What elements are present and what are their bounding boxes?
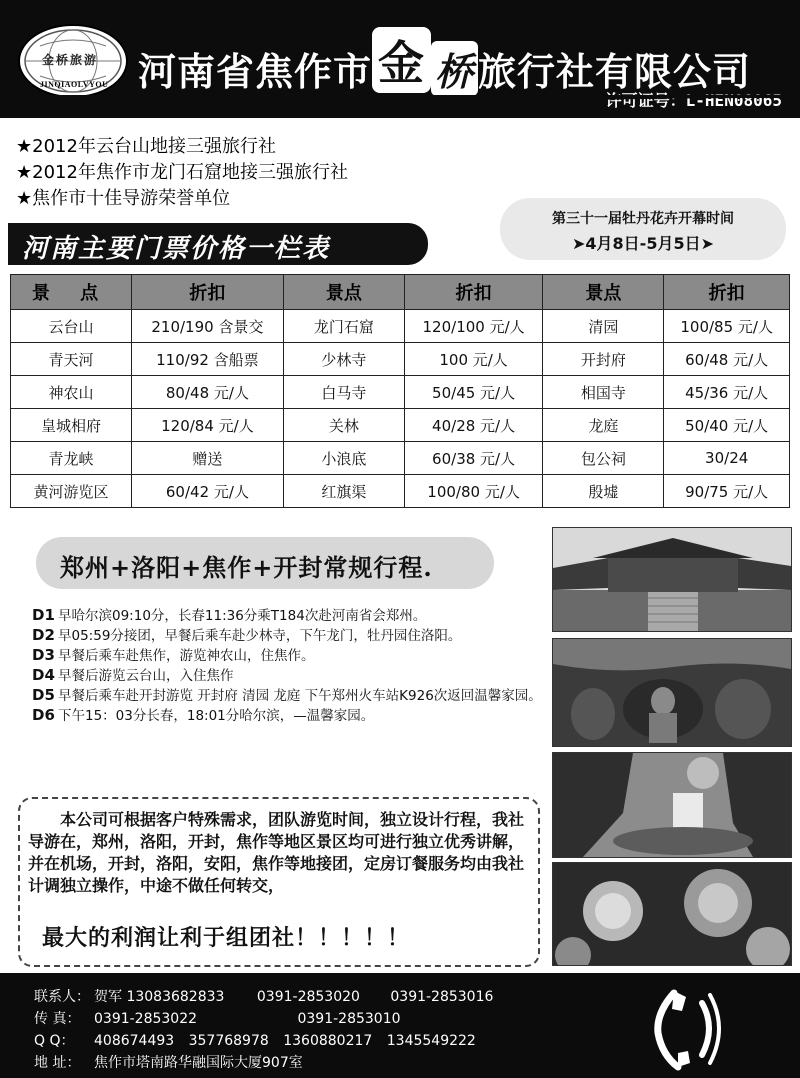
discount-cell: 45/36 元/人 — [664, 376, 790, 409]
column-header-place: 景点 — [543, 275, 664, 310]
service-notice-text: 本公司可根据客户特殊需求，团队游览时间，独立设计行程，我社导游在，郑州，洛阳，开封，焦作等地区景区均可进行独立优秀讲解，并在机场，开封，洛阳，安阳，焦作等地接团，定房订餐服务均由我社计调独立操作，中途不做任何转交， — [28, 810, 525, 895]
table-row — [11, 376, 790, 409]
service-notice-box — [18, 797, 540, 967]
company-name-suffix: 旅行社有限公司 — [478, 50, 752, 94]
qq-value: 408674493 357768978 1360880217 1345549222 — [94, 1033, 476, 1049]
ticket-price-banner — [8, 223, 428, 265]
company-name-qiao: 桥 — [431, 41, 478, 96]
company-name-prefix: 河南省焦作市 — [138, 50, 373, 94]
discount-cell: 100/85 元/人 — [664, 310, 790, 343]
place-cell: 神农山 — [11, 376, 132, 409]
itinerary-item — [32, 626, 542, 646]
discount-cell: 100/80 元/人 — [404, 475, 542, 508]
qq-label: Q Q： — [34, 1033, 75, 1049]
discount-cell: 210/190 含景交 — [132, 310, 284, 343]
place-cell: 开封府 — [543, 343, 664, 376]
column-header-place: 景点 — [283, 275, 404, 310]
discount-cell: 90/75 元/人 — [664, 475, 790, 508]
place-cell: 红旗渠 — [283, 475, 404, 508]
itinerary-day: D1 — [32, 606, 55, 624]
honor-item: ★焦作市十佳导游荣誉单位 — [16, 188, 231, 209]
itinerary-text: 下午15：03分长春，18:01分哈尔滨，—温馨家园。 — [58, 708, 375, 724]
route-banner — [36, 537, 494, 589]
column-header-place: 景 点 — [11, 275, 132, 310]
fax-value: 0391-2853022 — [94, 1011, 198, 1027]
fax-value-2: 0391-2853010 — [297, 1011, 401, 1027]
company-name-jin: 金 — [372, 27, 431, 93]
itinerary-day: D3 — [32, 646, 55, 664]
itinerary-item — [32, 666, 542, 686]
contact-row — [34, 986, 493, 1006]
itinerary-text: 早餐后游览云台山，入住焦作 — [58, 668, 234, 684]
table-row — [11, 475, 790, 508]
phone-icon — [644, 983, 734, 1073]
discount-cell: 60/38 元/人 — [404, 442, 542, 475]
table-row — [11, 310, 790, 343]
table-header-row — [11, 275, 790, 310]
itinerary-day: D4 — [32, 666, 55, 684]
slogan: 最大的利润让利于组团社！！！！！ — [42, 925, 411, 951]
peony-festival-title: 第三十一届牡丹花卉开幕时间 — [552, 211, 734, 227]
peony-photo — [552, 862, 792, 966]
honors-list — [16, 134, 348, 212]
itinerary-item — [32, 686, 542, 706]
place-cell: 包公祠 — [543, 442, 664, 475]
discount-cell: 赠送 — [132, 442, 284, 475]
place-cell: 龙门石窟 — [283, 310, 404, 343]
place-cell: 黄河游览区 — [11, 475, 132, 508]
itinerary-text: 早05:59分接团，早餐后乘车赴少林寺，下午龙门，牡丹园住洛阳。 — [58, 628, 462, 644]
logo-english-text: JINQIAOLVYOU — [40, 80, 109, 89]
place-cell: 皇城相府 — [11, 409, 132, 442]
company-logo — [18, 24, 128, 98]
column-header-discount: 折扣 — [404, 275, 542, 310]
license-number: 许可证号：L-HEN08065 — [605, 91, 782, 110]
place-cell: 关林 — [283, 409, 404, 442]
place-cell: 龙庭 — [543, 409, 664, 442]
place-cell: 青天河 — [11, 343, 132, 376]
place-cell: 白马寺 — [283, 376, 404, 409]
fax-label: 传 真： — [34, 1011, 81, 1027]
itinerary-day: D5 — [32, 686, 55, 704]
honor-item: ★2012年焦作市龙门石窟地接三强旅行社 — [16, 162, 348, 183]
peony-festival-box — [500, 198, 786, 260]
itinerary-list — [32, 606, 542, 726]
place-cell: 云台山 — [11, 310, 132, 343]
itinerary-day: D2 — [32, 626, 55, 644]
grottoes-photo — [552, 638, 792, 747]
discount-cell: 80/48 元/人 — [132, 376, 284, 409]
discount-cell: 50/45 元/人 — [404, 376, 542, 409]
peony-festival-dates: ➤4月8日-5月5日➤ — [572, 234, 714, 253]
address-label: 地 址： — [34, 1055, 81, 1071]
itinerary-text: 早餐后乘车赴开封游览 开封府 清园 龙庭 下午郑州火车站K926次返回温馨家园。 — [58, 688, 542, 704]
ticket-price-table — [10, 274, 790, 508]
itinerary-day: D6 — [32, 706, 55, 724]
itinerary-item — [32, 706, 542, 726]
logo-chinese-text: 金桥旅游 — [42, 53, 99, 67]
footer-band — [0, 973, 800, 1078]
place-cell: 殷墟 — [543, 475, 664, 508]
address-value: 焦作市塔南路华融国际大厦907室 — [94, 1055, 303, 1071]
address-row — [34, 1052, 303, 1072]
discount-cell: 50/40 元/人 — [664, 409, 790, 442]
discount-cell: 30/24 — [664, 442, 790, 475]
route-title: 郑州+洛阳+焦作+开封常规行程. — [60, 553, 433, 582]
discount-cell: 100 元/人 — [404, 343, 542, 376]
table-row — [11, 442, 790, 475]
contact-label: 联系人： — [34, 989, 90, 1005]
discount-cell: 60/48 元/人 — [664, 343, 790, 376]
column-header-discount: 折扣 — [664, 275, 790, 310]
fax-row — [34, 1008, 401, 1028]
place-cell: 少林寺 — [283, 343, 404, 376]
place-cell: 小浪底 — [283, 442, 404, 475]
discount-cell: 120/84 元/人 — [132, 409, 284, 442]
place-cell: 青龙峡 — [11, 442, 132, 475]
honor-item: ★2012年云台山地接三强旅行社 — [16, 136, 276, 157]
qq-row — [34, 1030, 476, 1050]
itinerary-item — [32, 646, 542, 666]
discount-cell: 60/42 元/人 — [132, 475, 284, 508]
itinerary-text: 早哈尔滨09:10分，长春11:36分乘T184次赴河南省会郑州。 — [58, 608, 427, 624]
contact-phone-2: 0391-2853016 — [390, 989, 494, 1005]
temple-photo — [552, 527, 792, 632]
place-cell: 相国寺 — [543, 376, 664, 409]
contact-value: 贺军 13083682833 — [94, 989, 225, 1005]
itinerary-item — [32, 606, 542, 626]
column-header-discount: 折扣 — [132, 275, 284, 310]
place-cell: 清园 — [543, 310, 664, 343]
waterfall-photo — [552, 752, 792, 858]
itinerary-text: 早餐后乘车赴焦作，游览神农山，住焦作。 — [58, 648, 315, 664]
discount-cell: 120/100 元/人 — [404, 310, 542, 343]
contact-phone-1: 0391-2853020 — [256, 989, 360, 1005]
header-wave-divider — [0, 95, 800, 135]
ticket-price-title: 河南主要门票价格一栏表 — [22, 234, 331, 264]
table-row — [11, 343, 790, 376]
discount-cell: 110/92 含船票 — [132, 343, 284, 376]
table-row — [11, 409, 790, 442]
discount-cell: 40/28 元/人 — [404, 409, 542, 442]
